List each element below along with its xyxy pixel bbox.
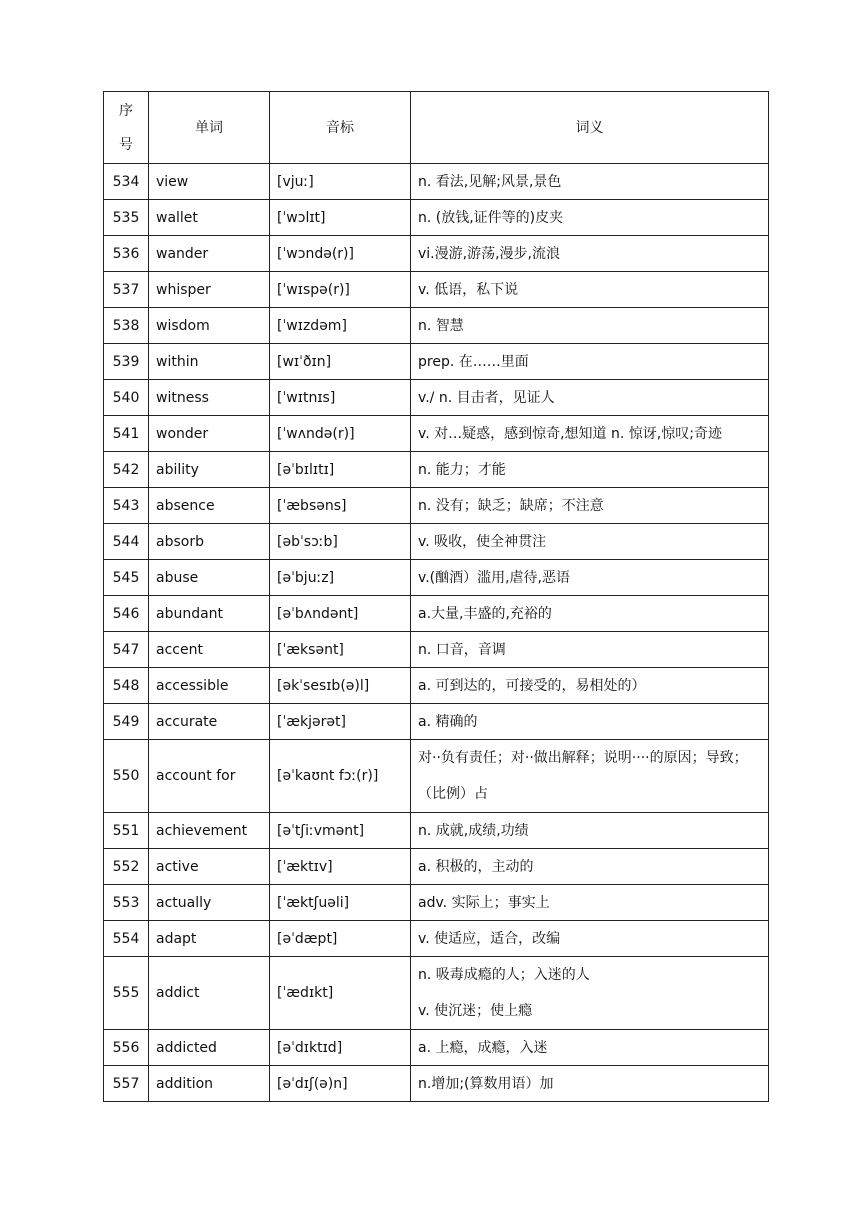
table-row (104, 200, 769, 236)
cell-index: 550 (104, 740, 149, 813)
table-row (104, 236, 769, 272)
cell-phonetic: [əbˈsɔːb] (270, 524, 411, 560)
table-row (104, 885, 769, 921)
cell-index: 544 (104, 524, 149, 560)
cell-index: 539 (104, 344, 149, 380)
cell-index: 535 (104, 200, 149, 236)
cell-meaning: n. 能力；才能 (411, 452, 769, 488)
cell-index: 543 (104, 488, 149, 524)
vocabulary-table (103, 91, 769, 1102)
cell-word: wisdom (149, 308, 270, 344)
cell-meaning: a. 精确的 (411, 704, 769, 740)
table-row (104, 668, 769, 704)
cell-index: 552 (104, 849, 149, 885)
cell-phonetic: [ˈwɔndə(r)] (270, 236, 411, 272)
cell-meaning: n. 看法,见解;风景,景色 (411, 164, 769, 200)
table-row (104, 1030, 769, 1066)
cell-meaning: v. 吸收，使全神贯注 (411, 524, 769, 560)
cell-word: ability (149, 452, 270, 488)
cell-phonetic: [əˈdɪktɪd] (270, 1030, 411, 1066)
cell-meaning: 对··负有责任；对··做出解释；说明····的原因；导致；（比例）占 (411, 740, 769, 813)
table-row (104, 524, 769, 560)
cell-meaning: a. 积极的，主动的 (411, 849, 769, 885)
header-index-line1: 序 (119, 102, 133, 119)
cell-word: accessible (149, 668, 270, 704)
cell-index: 556 (104, 1030, 149, 1066)
cell-meaning: n. 成就,成绩,功绩 (411, 813, 769, 849)
cell-word: adapt (149, 921, 270, 957)
cell-word: wonder (149, 416, 270, 452)
table-row (104, 632, 769, 668)
cell-index: 549 (104, 704, 149, 740)
cell-index: 547 (104, 632, 149, 668)
cell-phonetic: [ˈæktʃuəli] (270, 885, 411, 921)
cell-word: witness (149, 380, 270, 416)
cell-index: 541 (104, 416, 149, 452)
cell-word: abundant (149, 596, 270, 632)
cell-phonetic: [vjuː] (270, 164, 411, 200)
table-row (104, 272, 769, 308)
cell-phonetic: [əˈbɪlɪtɪ] (270, 452, 411, 488)
cell-meaning: v. 对…疑惑，感到惊奇,想知道 n. 惊讶,惊叹;奇迹 (411, 416, 769, 452)
cell-phonetic: [əˈbjuːz] (270, 560, 411, 596)
cell-meaning: a. 可到达的，可接受的，易相处的） (411, 668, 769, 704)
table-row (104, 452, 769, 488)
cell-index: 534 (104, 164, 149, 200)
cell-phonetic: [əkˈsesɪb(ə)l] (270, 668, 411, 704)
cell-meaning: a.大量,丰盛的,充裕的 (411, 596, 769, 632)
cell-meaning: v./ n. 目击者，见证人 (411, 380, 769, 416)
cell-word: abuse (149, 560, 270, 596)
cell-index: 536 (104, 236, 149, 272)
table-row (104, 596, 769, 632)
table-row (104, 957, 769, 1030)
cell-index: 546 (104, 596, 149, 632)
cell-word: view (149, 164, 270, 200)
table-row (104, 344, 769, 380)
cell-phonetic: [əˈkaʊnt fɔː(r)] (270, 740, 411, 813)
cell-word: within (149, 344, 270, 380)
header-row (104, 92, 769, 164)
cell-word: accurate (149, 704, 270, 740)
cell-index: 554 (104, 921, 149, 957)
cell-meaning: n. 智慧 (411, 308, 769, 344)
table-row (104, 488, 769, 524)
cell-word: account for (149, 740, 270, 813)
table-row (104, 813, 769, 849)
cell-index: 537 (104, 272, 149, 308)
cell-index: 553 (104, 885, 149, 921)
cell-phonetic: [ˈædɪkt] (270, 957, 411, 1030)
cell-meaning: n. (放钱,证件等的)皮夹 (411, 200, 769, 236)
cell-phonetic: [ˈwɪspə(r)] (270, 272, 411, 308)
table-row (104, 308, 769, 344)
cell-phonetic: [ˈæksənt] (270, 632, 411, 668)
cell-meaning: prep. 在……里面 (411, 344, 769, 380)
cell-meaning: v.(酗酒）滥用,虐待,恶语 (411, 560, 769, 596)
cell-word: actually (149, 885, 270, 921)
cell-index: 540 (104, 380, 149, 416)
cell-word: accent (149, 632, 270, 668)
cell-index: 542 (104, 452, 149, 488)
cell-word: addict (149, 957, 270, 1030)
cell-word: addition (149, 1066, 270, 1102)
cell-phonetic: [ˈæktɪv] (270, 849, 411, 885)
cell-meaning: adv. 实际上；事实上 (411, 885, 769, 921)
meaning-line: v. 使沉迷；使上瘾 (418, 1003, 533, 1019)
cell-phonetic: [ˈæbsəns] (270, 488, 411, 524)
table-row (104, 1066, 769, 1102)
table-row (104, 921, 769, 957)
cell-word: absorb (149, 524, 270, 560)
header-index-line2: 号 (119, 136, 133, 153)
cell-phonetic: [əˈbʌndənt] (270, 596, 411, 632)
cell-index: 557 (104, 1066, 149, 1102)
cell-phonetic: [əˈdɪʃ(ə)n] (270, 1066, 411, 1102)
table-row (104, 704, 769, 740)
table-row (104, 560, 769, 596)
cell-word: addicted (149, 1030, 270, 1066)
cell-index: 538 (104, 308, 149, 344)
cell-phonetic: [ˈwʌndə(r)] (270, 416, 411, 452)
cell-word: achievement (149, 813, 270, 849)
cell-word: wander (149, 236, 270, 272)
cell-meaning: v. 低语，私下说 (411, 272, 769, 308)
header-word: 单词 (149, 92, 270, 164)
cell-index: 551 (104, 813, 149, 849)
cell-word: active (149, 849, 270, 885)
header-index (104, 92, 149, 164)
cell-phonetic: [ˈwɔlɪt] (270, 200, 411, 236)
cell-meaning: n.增加;(算数用语）加 (411, 1066, 769, 1102)
header-phonetic: 音标 (270, 92, 411, 164)
cell-index: 548 (104, 668, 149, 704)
cell-phonetic: [wɪˈðɪn] (270, 344, 411, 380)
cell-phonetic: [əˈtʃiːvmənt] (270, 813, 411, 849)
cell-phonetic: [ˈwɪtnɪs] (270, 380, 411, 416)
table-header (104, 92, 769, 164)
cell-meaning (411, 957, 769, 1030)
cell-word: absence (149, 488, 270, 524)
table-row (104, 416, 769, 452)
cell-phonetic: [ˈwɪzdəm] (270, 308, 411, 344)
header-meaning: 词义 (411, 92, 769, 164)
cell-index: 555 (104, 957, 149, 1030)
meaning-line: n. 吸毒成瘾的人；入迷的人 (418, 967, 590, 983)
table-body (104, 164, 769, 1102)
cell-meaning: n. 没有；缺乏；缺席；不注意 (411, 488, 769, 524)
cell-word: whisper (149, 272, 270, 308)
cell-phonetic: [əˈdæpt] (270, 921, 411, 957)
cell-meaning: v. 使适应，适合，改编 (411, 921, 769, 957)
cell-phonetic: [ˈækjərət] (270, 704, 411, 740)
cell-meaning: n. 口音，音调 (411, 632, 769, 668)
cell-index: 545 (104, 560, 149, 596)
table-row (104, 164, 769, 200)
table-row (104, 740, 769, 813)
table-row (104, 849, 769, 885)
cell-meaning: vi.漫游,游荡,漫步,流浪 (411, 236, 769, 272)
cell-word: wallet (149, 200, 270, 236)
cell-meaning: a. 上瘾，成瘾，入迷 (411, 1030, 769, 1066)
table-row (104, 380, 769, 416)
